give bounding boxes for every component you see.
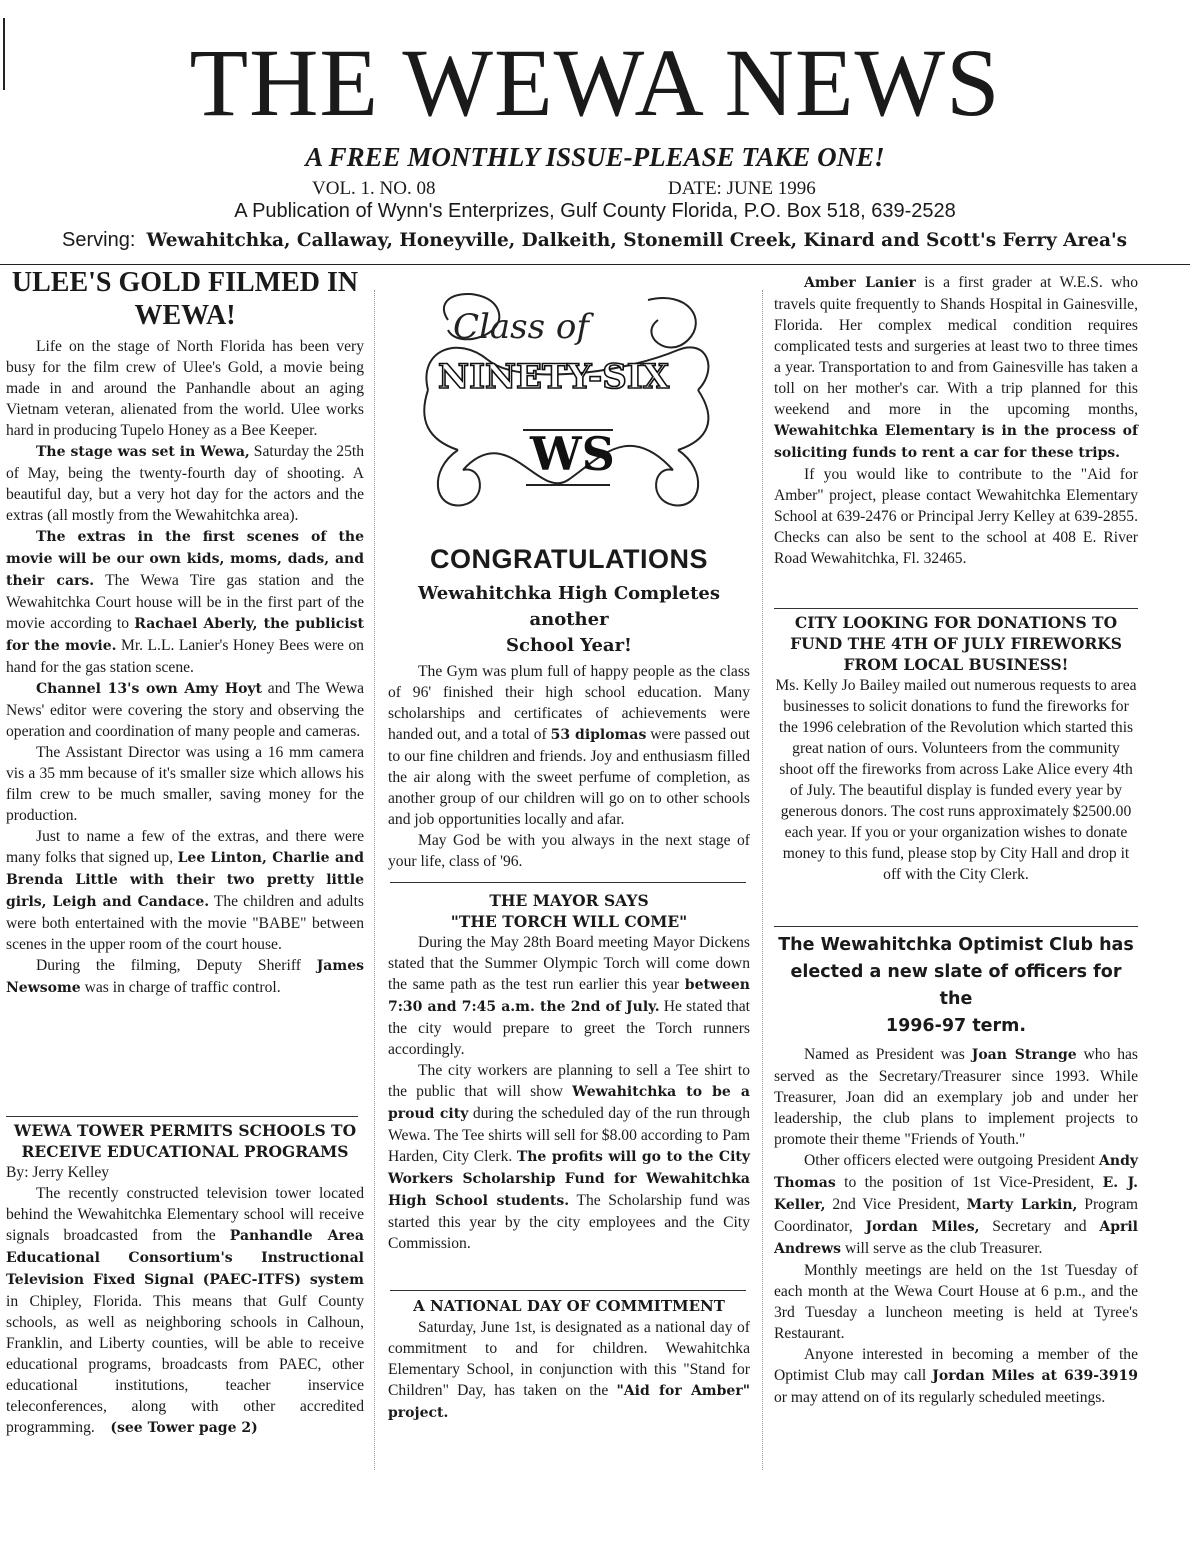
- text: Saturday, June 1st, is designated as a national day of commitment to and for children. Wewahitchka Elementary School, in conjunction with this "Stand for Children" Day, has taken on the: [388, 1319, 750, 1399]
- bold-text: Rachael Aberly, the publicist for the movie.: [6, 616, 364, 654]
- article-optimist-club: [774, 932, 1138, 1408]
- article-mayor: [388, 890, 750, 1254]
- text: The recently constructed television tower located behind the Wewahitchka Elementary school will receive signals broadcasted from the: [6, 1185, 364, 1244]
- headline-commitment: A NATIONAL DAY OF COMMITMENT: [413, 1297, 725, 1315]
- text: The Gym was plum full of happy people as the class of 96' finished their high school education. Many scholarships and certificates of achievements were handed out, and a total of: [388, 663, 750, 743]
- bold-text: Channel 13's own Amy Hoyt: [36, 681, 263, 697]
- text: during the scheduled day of the run through Wewa. The Tee shirts will sell for $8.00 according to Pam Harden, City Clerk.: [388, 1105, 751, 1165]
- volume-number: VOL. 1. NO. 08: [312, 178, 436, 199]
- text: Mr. L.L. Lanier's Honey Bees were on hand for the gas station scene.: [6, 637, 364, 676]
- paragraph: If you would like to contribute to the "Aid for Amber" project, please contact Wewahitchka Elementary School at 639-2476 or Principal Jerry Kelley at 639-2855. Checks can also be sent to the school at 408 E. River Road Wewahitchka, Fl. 32465.: [774, 466, 1138, 567]
- text: Saturday the 25th of May, being the twenty-fourth day of shooting. A beautiful day, but a very hot day for the actors and the extras (all mostly from the Wewahitchka area).: [6, 443, 365, 524]
- paragraph: Ms. Kelly Jo Bailey mailed out numerous requests to area businesses to solicit donations to fund the fireworks for the 1996 celebration of the Revolution which started this great nation of ours. Volunteers from the community shoot off the fireworks from across Lake Alice every 4th of July. The beautiful display is funded every year by generous donors. The cost runs approximately $2500.00 each year. If you or your organization wishes to donate money to this fund, please stop by City Hall and drop it off with the City Clerk.: [775, 677, 1137, 883]
- headline-ulees-gold: [6, 266, 364, 332]
- bold-text: The extras in the first scenes of the movie will be our own kids, moms, dads, and their cars.: [6, 529, 364, 589]
- paragraph: [6, 441, 364, 526]
- bold-text: Wewahitchka Elementary is in the process of soliciting funds to rent a car for these trips.: [774, 423, 1138, 461]
- logo-art: [418, 280, 718, 528]
- headline-mayor: THE MAYOR SAYS: [489, 891, 649, 910]
- logo-ninety-six: NINETY-SIX: [438, 357, 670, 397]
- text: or may attend on of its regularly scheduled meetings.: [774, 1389, 1106, 1406]
- bold-text: Amber Lanier: [804, 275, 916, 291]
- byline: By: Jerry Kelley: [6, 1164, 110, 1181]
- headline-optimist: [774, 932, 1138, 1040]
- headline-fireworks: CITY LOOKING FOR DONATIONS TO FUND THE 4TH OF JULY FIREWORKS FROM LOCAL BUSINESS!: [790, 613, 1122, 674]
- serving-label: Serving:: [62, 229, 136, 251]
- logo-class-of: Class of: [453, 307, 589, 347]
- text: and The Wewa News' editor were covering the story and observing the operation and coordination of many people and cameras.: [6, 680, 365, 740]
- paragraph: [774, 1044, 1138, 1150]
- bold-text: Wewahitchka to be a proud city: [388, 1084, 750, 1122]
- text: in Chipley, Florida. This means that Gulf County schools, as well as neighboring schools in Calhoun, Franklin, and Liberty counties, will be able to receive educational programs, broadcasts from PAEC, other educational institutions, teacher inservice teleconferences, along with other accredited programming.: [6, 1293, 364, 1436]
- column-divider: [374, 290, 375, 1470]
- publication-line: A Publication of Wynn's Enterprizes, Gulf County Florida, P.O. Box 518, 639-2528: [234, 200, 956, 222]
- column-divider: [762, 290, 763, 1470]
- text: The Wewa Tire gas station and the Wewahitchka Court house will be in the first part of the movie according to: [6, 572, 364, 632]
- paragraph: [6, 526, 364, 678]
- serving-areas: Wewahitchka, Callaway, Honeyville, Dalkeith, Stonemill Creek, Kinard and Scott's Ferry Area's: [146, 230, 1128, 251]
- article-fireworks: [774, 612, 1138, 885]
- serving-line: [62, 229, 1182, 252]
- section-rule: [774, 926, 1138, 927]
- headline-line: The Wewahitchka Optimist Club has: [778, 935, 1134, 955]
- bold-text: Joan Strange: [971, 1047, 1077, 1063]
- text: 2nd Vice President,: [825, 1196, 967, 1213]
- text: The city workers are planning to sell a Tee shirt to the public that will show: [388, 1062, 750, 1100]
- text: During the filming, Deputy Sheriff: [36, 957, 317, 974]
- text: Named as President was: [804, 1046, 972, 1063]
- bold-text: Panhandle Area Educational Consortium's Instructional Television Fixed Signal (PAEC-ITFS) system: [6, 1228, 364, 1288]
- paragraph: [774, 1150, 1138, 1260]
- paragraph: [388, 661, 750, 830]
- paragraph: [6, 1183, 364, 1439]
- headline-congratulations: CONGRATULATIONS: [430, 544, 708, 574]
- section-rule: [390, 882, 746, 883]
- paragraph: Life on the stage of North Florida has been very busy for the film crew of Ulee's Gold, a movie being made in and around the Panhandle about an aging Vietnam veteran, alienated from the world. Ulee works hard in producing Tupelo Honey as a Bee Keeper.: [6, 338, 364, 439]
- text: The Scholarship fund was started this year by the city employees and the City Commission.: [388, 1192, 750, 1252]
- bold-text: between 7:30 and 7:45 a.m. the 2nd of July.: [388, 977, 750, 1015]
- subheadline: School Year!: [506, 635, 632, 656]
- newspaper-title: THE WEWA NEWS: [189, 29, 1001, 136]
- paragraph: [6, 678, 364, 742]
- class-of-ninety-six-logo: [418, 280, 718, 528]
- article-ulees-gold: [6, 266, 364, 999]
- text: Secretary and: [979, 1218, 1100, 1235]
- text: to the position of 1st Vice-President,: [835, 1174, 1103, 1191]
- bold-text: The stage was set in Wewa,: [36, 444, 250, 460]
- text: were passed out to our fine children and friends. Joy and enthusiasm filled the air along with the sweet perfume of completion, as another group of our children will go on to other schools and job opportunities locally and afar.: [388, 726, 750, 828]
- paragraph: [388, 932, 750, 1060]
- bold-text: Jordan Miles,: [865, 1219, 980, 1235]
- paragraph: [6, 955, 364, 999]
- subheadline: Wewahitchka High Completes another: [418, 583, 720, 630]
- paragraph: [388, 1060, 750, 1254]
- masthead-rule: [0, 264, 1190, 265]
- bold-text: "Aid for Amber" project.: [388, 1383, 750, 1421]
- issue-date: DATE: JUNE 1996: [668, 178, 816, 199]
- text: Anyone interested in becoming a member of the Optimist Club may call: [774, 1346, 1138, 1384]
- text: He stated that the city would prepare to greet the Torch runners accordingly.: [388, 998, 751, 1058]
- text: will serve as the club Treasurer.: [841, 1240, 1043, 1257]
- headline-line: elected a new slate of officers for the: [790, 962, 1122, 1009]
- paragraph: May God be with you always in the next stage of your life, class of '96.: [388, 832, 750, 870]
- headline-line: ULEE'S GOLD FILMED IN: [11, 267, 359, 298]
- paragraph: [6, 826, 364, 955]
- article-tower: [6, 1120, 364, 1439]
- bold-text: Andy Thomas: [774, 1153, 1138, 1191]
- headline-line: WEWA!: [134, 300, 236, 331]
- bold-text: Lee Linton, Charlie and Brenda Little with their two pretty little girls, Leigh and Candace.: [6, 850, 364, 910]
- paragraph: [774, 272, 1138, 464]
- article-congratulations: [388, 544, 750, 872]
- section-rule: [390, 1290, 746, 1291]
- headline-tower: WEWA TOWER PERMITS SCHOOLS TO RECEIVE EDUCATIONAL PROGRAMS: [13, 1121, 357, 1161]
- text: Just to name a few of the extras, and there were many folks that signed up,: [6, 828, 364, 866]
- text: The children and adults were both entertained with the movie "BABE" between scenes in the upper room of the court house.: [6, 893, 364, 953]
- text: During the May 28th Board meeting Mayor Dickens stated that the Summer Olympic Torch will come down the same path as the test run earlier this year: [388, 934, 750, 993]
- article-commitment: [388, 1296, 750, 1424]
- bold-text: Marty Larkin,: [966, 1197, 1078, 1213]
- paragraph: Monthly meetings are held on the 1st Tuesday of each month at the Wewa Court House at 6 p.m., and the 3rd Tuesday a luncheon meeting is held at Tyree's Restaurant.: [774, 1262, 1138, 1342]
- text: Program Coordinator,: [774, 1196, 1138, 1235]
- headline-line: 1996-97 term.: [885, 1016, 1027, 1036]
- section-rule: [774, 608, 1138, 609]
- bold-text: E. J. Keller,: [774, 1175, 1138, 1213]
- text: who has served as the Secretary/Treasurer since 1993. While Treasurer, Joan did an exemplary job and under her leadership, the club plans to implement projects to promote their theme "Friends of Youth.": [774, 1046, 1138, 1148]
- paragraph: The Assistant Director was using a 16 mm camera vis a 35 mm because of it's smaller size which allows his film crew to be much smaller, saving money for the production.: [6, 744, 364, 824]
- text: is a first grader at W.E.S. who travels quite frequently to Shands Hospital in Gainesville, Florida. Her complex medical condition requires complicated tests and surgeries at least two to three times a year. Transportation to and from Gainesville has taken a toll on her mother's car. With a trip planned for this weekend and more in the upcoming months,: [774, 274, 1138, 418]
- paragraph: [774, 1344, 1138, 1408]
- bold-text: The profits will go to the City Workers Scholarship Fund for Wewahitchka High School students.: [388, 1149, 750, 1209]
- section-rule: [6, 1116, 358, 1117]
- bold-text: April Andrews: [774, 1219, 1138, 1257]
- bold-text: 53 diplomas: [550, 727, 647, 743]
- text: Other officers elected were outgoing President: [804, 1152, 1100, 1169]
- logo-emblem: WS: [530, 427, 615, 481]
- continued-reference: (see Tower page 2): [110, 1420, 258, 1436]
- bold-text: James Newsome: [6, 958, 364, 996]
- paragraph: [388, 1317, 750, 1424]
- tagline: A FREE MONTHLY ISSUE-PLEASE TAKE ONE!: [305, 142, 885, 172]
- text: was in charge of traffic control.: [80, 979, 281, 996]
- headline-mayor-sub: "THE TORCH WILL COME": [450, 912, 688, 931]
- article-aid-for-amber: [774, 272, 1138, 569]
- bold-text: Jordan Miles at 639-3919: [932, 1368, 1138, 1384]
